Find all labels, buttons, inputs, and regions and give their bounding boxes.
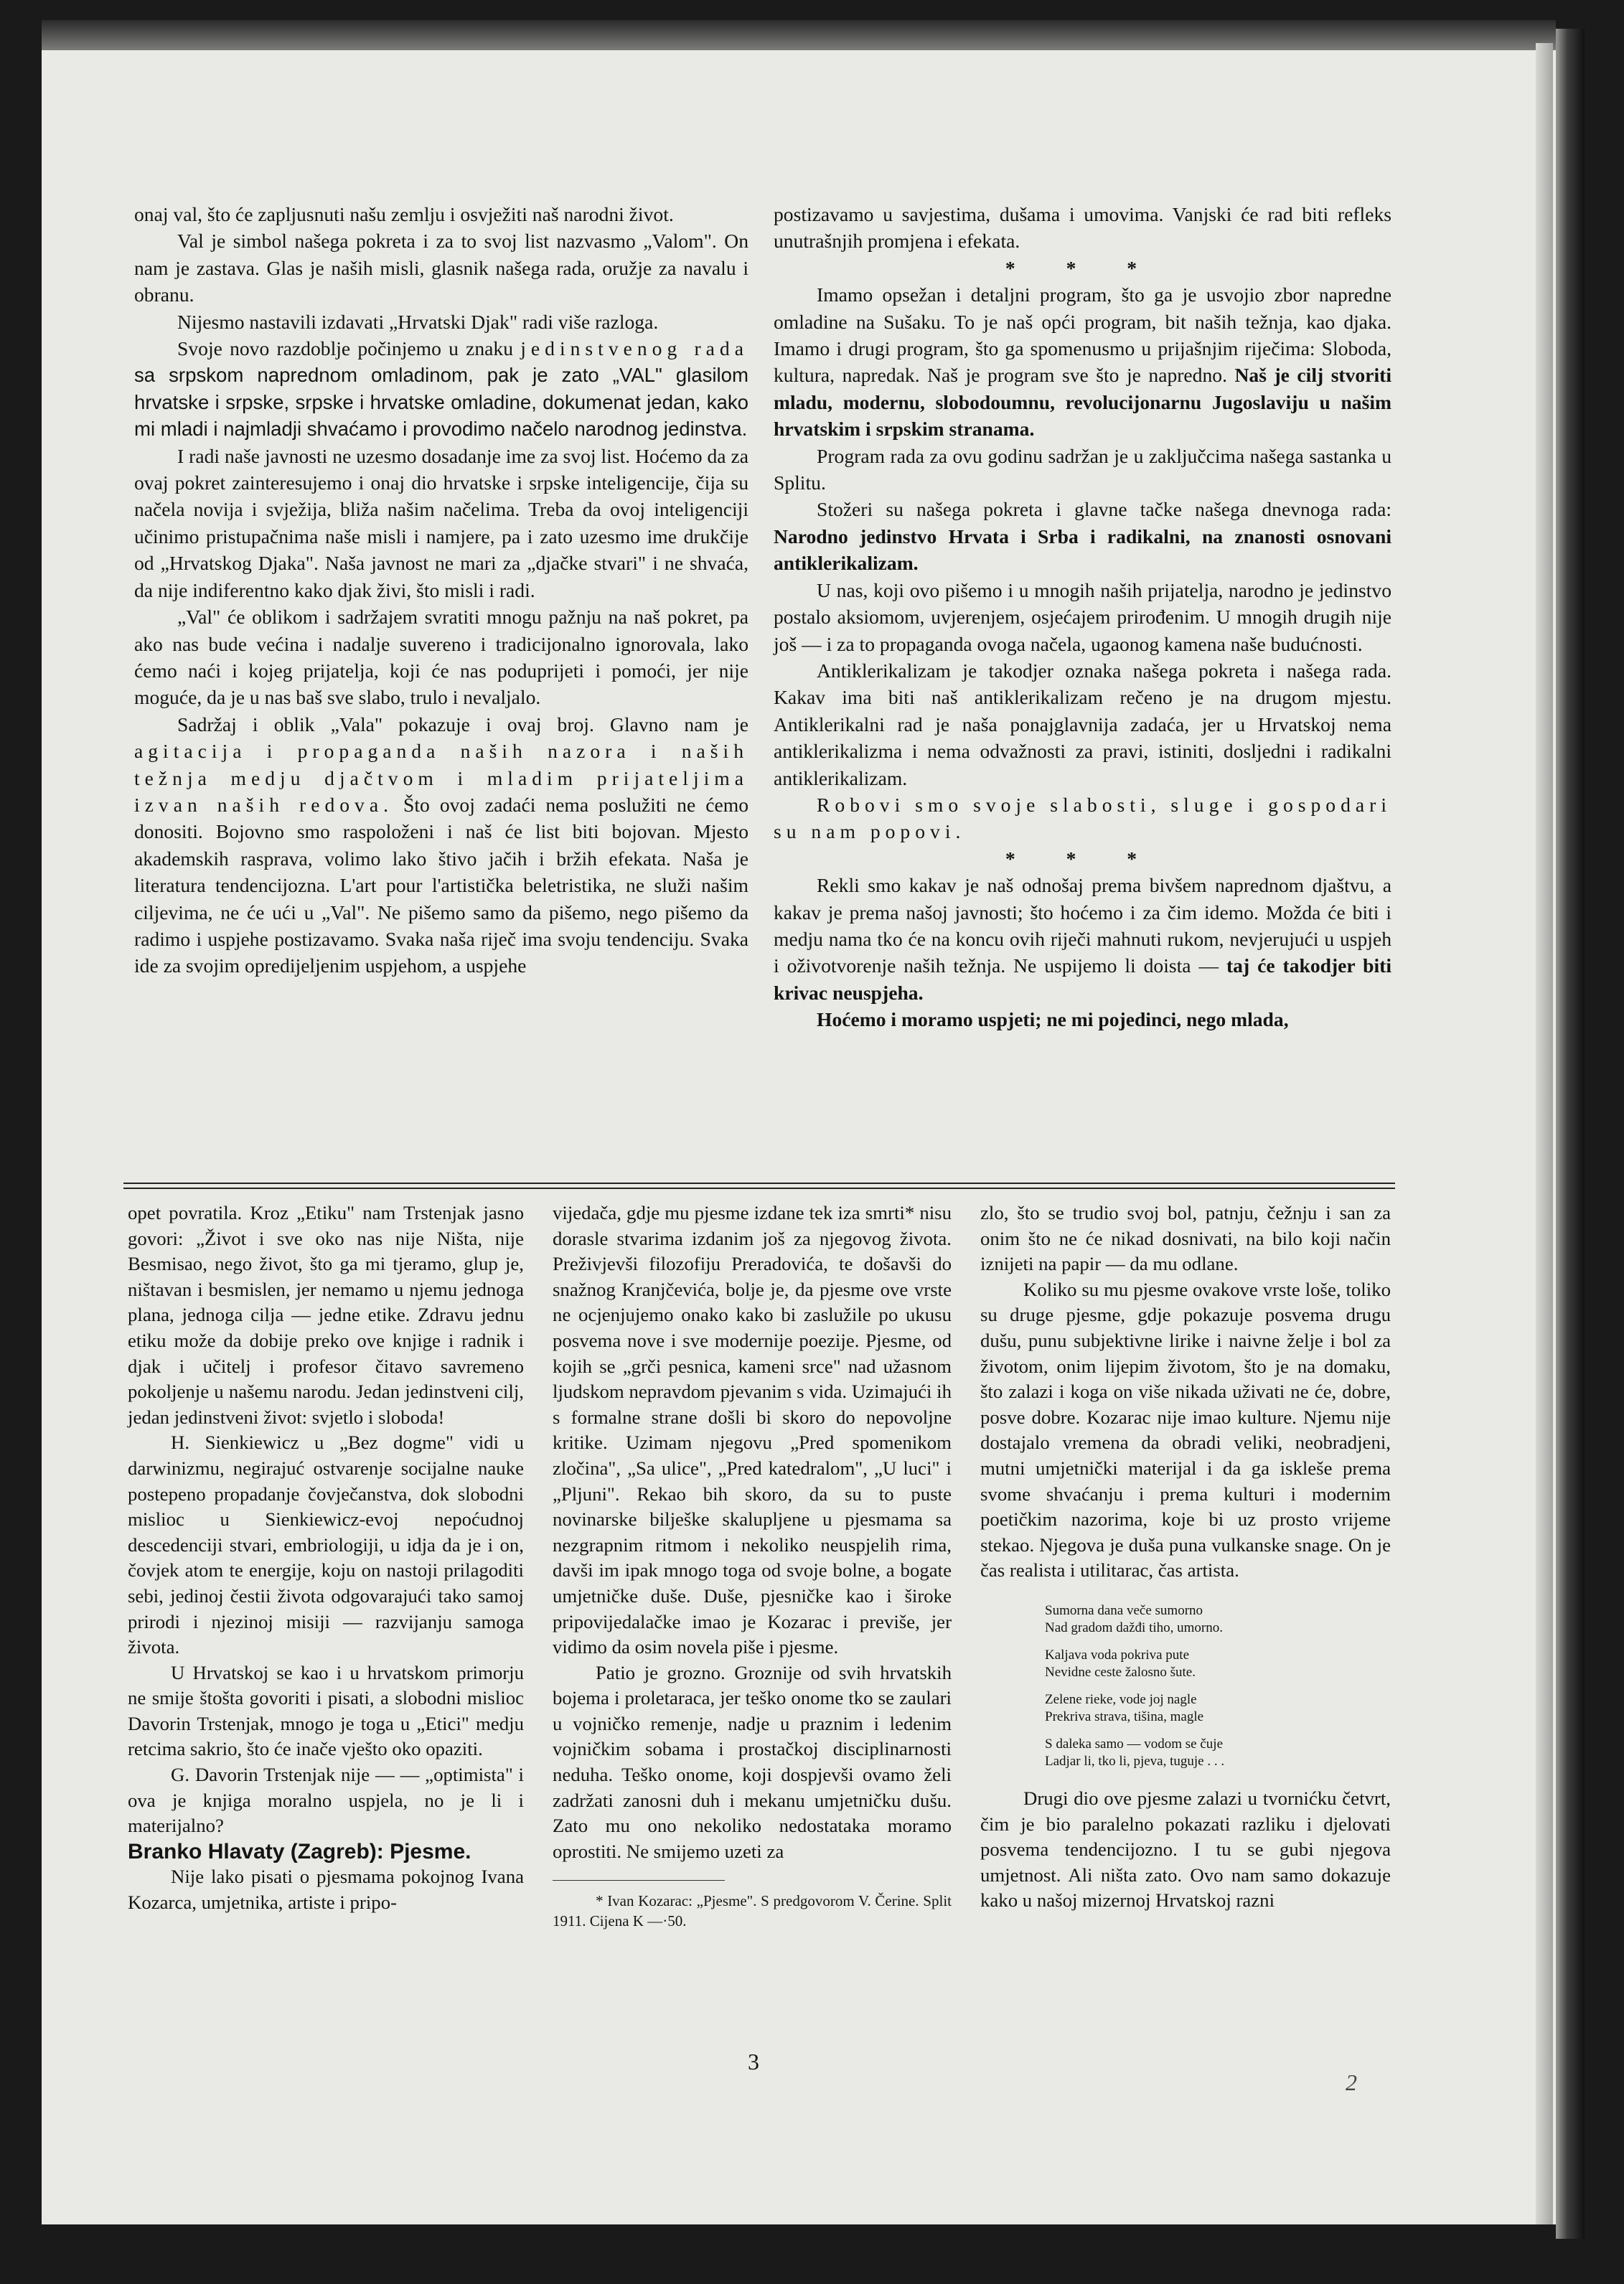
paragraph: Val je simbol našega pokreta i za to svoj list nazvasmo „Valom". On nam je zastava. Glas je naših misli, glasnik našega rada, oružje za navalu i obranu. <box>134 230 748 306</box>
text-run: Što ovoj zadaći nema poslužiti ne ćemo donositi. Bojovno smo raspoloženi i naš će list biti bojovan. Mjesto akademskih rasprava, volimo lako štivo jačih i bržih efekata. Naša je literatura tendencijozna. L'art pour l'artistička beletristika, ne služi našim ciljevima, ne će ući u „Val". Ne pišemo samo da pišemo, nego pišemo da radimo i uspjehe postizavamo. Svaka naša riječ ima svoju tendenciju. Svaka ide za svojim opredijeljenim uspjehom, a uspjehe <box>134 793 748 977</box>
bold-statement: Naš je cilj stvoriti mladu, modernu, slobodoumnu, revolucijonarnu Jugoslaviju u našim hrvatskim i srpskim stranama. <box>774 364 1391 441</box>
text-run: Sadržaj i oblik „Vala" pokazuje i ovaj broj. Glavno nam je <box>177 713 748 736</box>
poem-stanza <box>1045 1647 1391 1681</box>
paragraph: Patio je grozno. Groznije od svih hrvatskih bojema i proletaraca, jer teško onome tko se zaulari u vojničko remenje, nadje u praznim i ledenim vojničkim sobama i prostačkoj disciplinarnosti neduha. Teško onome, koji dospjevši ovamo želi zadržati zanosni duh i mekanu umjetničku dušu. Zato mu ono nekoliko nedostataka moramo oprostiti. Ne smijemo uzeti za <box>553 1661 952 1862</box>
poem-line: Nevidne ceste žalosno šute. <box>1045 1664 1196 1680</box>
section-rule <box>123 1183 1395 1184</box>
poem-line: Ladjar li, tko li, pjeva, tuguje . . . <box>1045 1753 1225 1769</box>
paragraph: Hoćemo i moramo uspjeti; ne mi pojedinci, nego mlada, <box>817 1008 1289 1031</box>
paragraph: zlo, što se trudio svoj bol, patnju, čežnju i san za onim što ne će nikad dosnivati, na bilo koji način iznijeti na papir — da mu odlane. <box>980 1202 1391 1275</box>
text-run: Rekli smo kakav je naš odnošaj prema bivšem naprednom djaštvu, a kakav je prema našoj javnosti; što hoćemo i za čim idemo. Možda će biti i medju nama tko će na koncu ovih riječi mahnuti rukom, nevjerujući u uspjeh i oživotvorenje naših težnja. Ne uspijemo li doista — <box>774 874 1391 977</box>
section-stars: * * * <box>1005 256 1160 279</box>
paragraph: H. Sienkiewicz u „Bez dogme" vidi u darwinizmu, negirajuć ostvarenje socijalne nauke postepeno propadanje čovječanstva, dok slobodni mislioc u Sienkiewicz-evoj nepoćudnoj descedenciji stvari, embriologiji, u idja da je i on, čovjek atom te energije, koju on nastoji prilagoditi sebi, jedinoj čestii života odgovarajući tako samoj prirodi i njezinoj misiji — razvijanju samoga života. <box>128 1432 524 1658</box>
poem-stanza <box>1045 1602 1391 1637</box>
paragraph: postizavamo u savjestima, dušama i umovima. Vanjski će rad biti refleks unutrašnjih promjena i efekata. <box>774 203 1391 253</box>
poem-line: Prekriva strava, tišina, magle <box>1045 1709 1204 1724</box>
paragraph: vijedača, gdje mu pjesme izdane tek iza smrti* nisu dorasle stvarima izdanim još za njegovog života. Preživjevši filozofiju Preradovića, te došavši do snažnog Kranjčevića, bolje je, da pjesme ove vrste ne ocjenjujemo onako kako bi zaslužile po ukusu posvema nove i sve modernije poezije. Pjesme, od kojih se „grči pesnica, kameni srce" nad užasnom ljudskom nepravdom pjevanim s vida. Uzimajući ih s formalne strane došli bi skoro do nepovoljne kritike. Uzimam njegovu „Pred spomenikom zločina", „Sa ulice", „Pred katedralom", „U luci" i „Pljuni". Rekao bih skoro, da su to puste novinarske bilješke skalupljene u pjesmama sa nezgrapnim ritmom i nekoliko neuspjelih rima, davši im ipak mnogo toga od svoje bolne, a bogate umjetničke duše. Duše, pjesničke kao i široke pripovijedalačke imao je Kozarac i previše, jer vidimo da osim novela piše i pjesme. <box>553 1202 952 1658</box>
spaced-emphasis: jedinstvenog rada <box>520 337 748 360</box>
poem-stanza <box>1045 1736 1391 1770</box>
binding-spine <box>1556 29 1585 2239</box>
lower-column-2 <box>553 1200 952 1931</box>
paragraph: U nas, koji ovo pišemo i u mnogih naših prijatelja, narodno je jedinstvo postalo aksiomom, uvjerenjem, osjećajem prirođenim. U mnogih drugih nije još — i za to propaganda ovoga načela, ugaonog kamena naše budućnosti. <box>774 578 1391 655</box>
poem-line: S daleka samo — vodom se čuje <box>1045 1736 1224 1752</box>
paragraph: Program rada za ovu godinu sadržan je u zaključcima našega sastanka u Splitu. <box>774 444 1391 494</box>
section-stars: * * * <box>1005 847 1160 870</box>
pencil-annotation: 2 <box>1346 2069 1357 2095</box>
paragraph <box>134 711 748 979</box>
poem-line: Sumorna dana veče sumorno <box>1045 1602 1203 1618</box>
paragraph: G. Davorin Trstenjak nije — — „optimista" i ova je knjiga moralno uspjela, no je li i materijalno? <box>128 1764 524 1837</box>
text-run: Svoje novo razdoblje počinjemo u znaku <box>177 337 514 360</box>
footnote: * Ivan Kozarac: „Pjesme". S predgovorom V. Čerine. Split 1911. Cijena K —·50. <box>553 1892 952 1930</box>
paragraph <box>774 496 1391 576</box>
paragraph: Nije lako pisati o pjesmama pokojnog Ivana Kozarca, umjetnika, artiste i pripo- <box>128 1866 524 1914</box>
paragraph <box>774 872 1391 1006</box>
bold-statement: taj će takodjer biti krivac neuspjeha. <box>774 954 1391 1004</box>
poem-line: Kaljava voda pokriva pute <box>1045 1647 1190 1663</box>
section-rule <box>123 1188 1395 1189</box>
paragraph: onaj val, što će zapljusnuti našu zemlju i osvježiti naš narodni život. <box>134 203 674 225</box>
poem-line: Zelene rieke, vode joj nagle <box>1045 1691 1197 1707</box>
spaced-emphasis: agitacija i propaganda naših nazora i naših težnja medju djačtvom i mladim prijateljima izvan naših redova. <box>134 740 748 816</box>
text-run: Imamo opsežan i detaljni program, što ga je usvojio zbor napredne omladine na Sušaku. To je naš opći program, bit naših težnja, kao djaka. Imamo i drugi program, što ga spomenusmo u prijašnjim riječima: Sloboda, kultura, napredak. Naš je program sve što je napredno. <box>774 283 1391 387</box>
review-heading: Branko Hlavaty (Zagreb): Pjesme. <box>128 1839 471 1864</box>
page-number: 3 <box>748 2049 759 2074</box>
paragraph: I radi naše javnosti ne uzesmo dosadanje ime za svoj list. Hoćemo da za ovaj pokret zainteresujemo i onaj dio hrvatske i srpske inteligencije, čija su načela novija i svježija, bliža našim načelima. Treba da ovoj inteligenciji učinimo pristupačnima naše misli i namjere, pa i zato uzesmo ime drukčije od „Hrvatskog Djaka". Naša javnost ne mari za „djačke stvari" i ne shvaća, da nije indiferentno kako djak živi, što misli i radi. <box>134 444 748 601</box>
lower-column-1 <box>128 1200 524 1916</box>
spaced-statement: Robovi smo svoje slabosti, sluge i gospodari su nam popovi. <box>774 793 1391 843</box>
paragraph: Koliko su mu pjesme ovakove vrste loše, toliko su druge pjesme, gdje pokazuje posvema drugu dušu, punu subjektivne lirike i naivne želje i bol za životom, onim lijepim životom, što je na domaku, što zalazi i koga on više nikada uživati ne će, dobre, posve dobre. Kozarac nije imao kulture. Njemu nije dostajalo vremena da obradi veliki, neobradjeni, mutni umjetnički materijal i da ga iskleše prema svome shvaćanju i prema kulturi i modernim poetičkim nazorima, koje bi uz prosto vrijeme stekao. Njegova je duša puna vulkanske snage. On je čas realista i utilitarac, čas artista. <box>980 1278 1391 1582</box>
poem-line: Nad gradom dažđi tiho, umorno. <box>1045 1620 1224 1635</box>
bold-statement: Narodno jedinstvo Hrvata i Srba i radikalni, na znanosti osnovani antiklerikalizam. <box>774 525 1391 575</box>
text-run: sa srpskom naprednom omladinom, pak je zato „VAL" glasilom hrvatske i srpske, srpske i hrvatske omladine, dokumenat jedan, kako mi mladi i najmladji shvaćamo i provodimo načelo narodnog jedinstva. <box>134 364 748 441</box>
upper-left-column <box>134 201 748 979</box>
paragraph: U Hrvatskoj se kao i u hrvatskom primorju ne smije štošta govoriti i pisati, a slobodni mislioc Davorin Trstenjak, mnogo je toga u „Etici" medju retcima sakrio, što će inače vješto oko opaziti. <box>128 1661 524 1760</box>
paragraph: opet povratila. Kroz „Etiku" nam Trstenjak jasno govori: „Život i sve oko nas nije Ništa, nije Besmisao, nego život, što ga mi tjeramo, glup je, ništavan i besmislen, jer nemamo u njemu jednoga plana, jednoga cilja — jedne etike. Zdravu jednu etiku može da dobije preko ove knjige i radnik i djak i učitelj i profesor čitavo savremeno pokoljenje u našemu narodu. Jedan jedinstveni cilj, jedan jedinstveni život: svjetlo i sloboda! <box>128 1202 524 1428</box>
page-edge <box>1536 43 1553 2224</box>
poem-excerpt <box>1045 1602 1391 1770</box>
paragraph: „Val" će oblikom i sadržajem svratiti mnogu pažnju na naš pokret, pa ako nas bude većina i nadalje suvereno i tradicijonalno ignorovala, lako ćemo naći i kojeg prijatelja, koji će nas poduprijeti i pomoći, jer nije moguće, da je u nas baš sve slabo, trulo i nevaljalo. <box>134 606 748 709</box>
paragraph: Antiklerikalizam je takodjer oznaka našega pokreta i našega rada. Kakav ima biti naš antiklerikalizam rečeno je na drugom mjestu. Antiklerikalni rad je naša ponajglavnija zadaća, jer u Hrvatskoj nema antiklerikalizma i nema odvažnosti za pravi, istiniti, dosljedni i radikalni antiklerikalizam. <box>774 659 1391 789</box>
lower-column-3 <box>980 1200 1391 1914</box>
paragraph <box>134 335 748 443</box>
upper-right-column <box>774 201 1391 1033</box>
paragraph: Drugi dio ove pjesme zalazi u tvornićku četvrt, čim je bio paralelno pokazati razliku i djelovati posvema tendencijozno. I tu se gubi njegova umjetnost. Ali ništa zato. Ovo nam samo dokazuje kako u našoj mizernoj Hrvatskoj razni <box>980 1787 1391 1912</box>
paragraph: Nijesmo nastavili izdavati „Hrvatski Djak" radi više razloga. <box>177 310 659 333</box>
poem-stanza <box>1045 1691 1391 1726</box>
paragraph <box>774 281 1391 442</box>
text-run: Stožeri su našega pokreta i glavne tačke našega dnevnoga rada: <box>817 498 1391 521</box>
footnote-rule <box>553 1880 725 1881</box>
